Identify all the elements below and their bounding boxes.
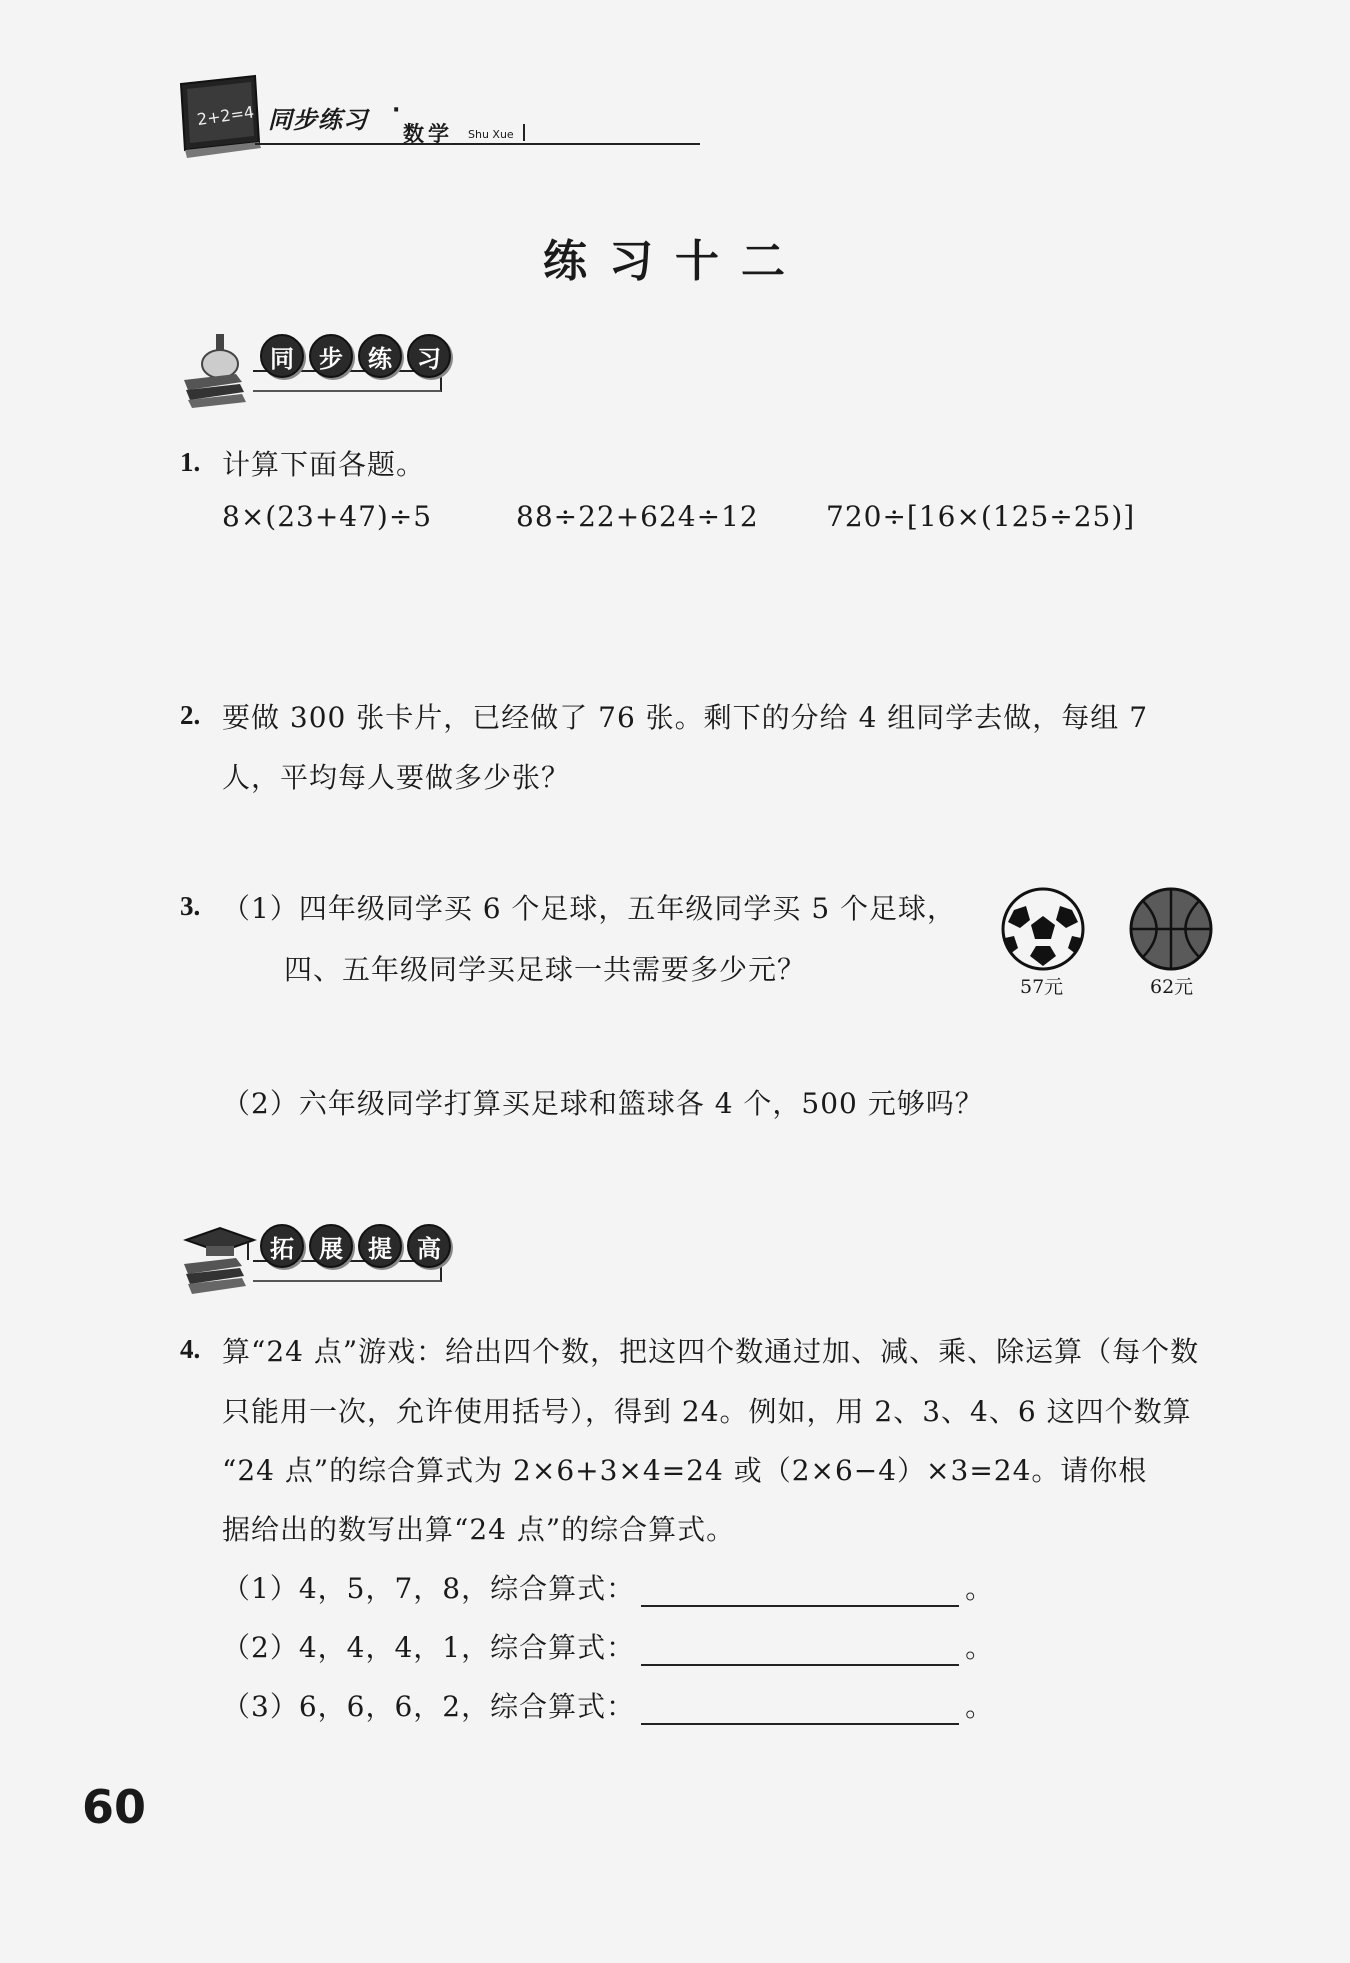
banner-char: 拓 [260,1224,304,1268]
books-lamp-icon [178,328,258,408]
question-text: 四、五年级同学买足球一共需要多少元？ [284,953,807,986]
banner-rule-bottom [253,1280,441,1282]
header-dot: · [392,98,401,123]
basketball-icon [1128,886,1214,972]
end-mark: 。 [965,1572,995,1605]
header-brand: 同步练习 [268,106,368,134]
question-number: 1. [180,447,201,477]
board-text: 2+2=4 [195,102,256,130]
sub-question-label: （3）6，6，6，2，综合算式： [222,1690,636,1723]
answer-blank[interactable] [641,1577,959,1607]
banner-char: 展 [309,1224,353,1268]
question-text: 只能用一次，允许使用括号），得到 24。例如，用 2、3、4、6 这四个数算 [222,1395,1192,1428]
question-prompt: 计算下面各题。 [222,448,426,481]
section-banner-extend [178,1218,458,1298]
banner-char: 步 [309,334,353,378]
expression: 720÷[16×(125÷25)] [826,500,1136,533]
graduation-cap-books-icon [178,1218,258,1298]
answer-blank[interactable] [641,1695,959,1725]
question-text: （2）六年级同学打算买足球和篮球各 4 个，500 元够吗？ [222,1087,984,1120]
sub-question-1 [222,1567,994,1607]
question-text: 人，平均每人要做多少张？ [222,761,571,794]
header-rule [255,143,700,145]
page-title: 练习十二 [543,236,807,287]
question-text: （1）四年级同学买 6 个足球，五年级同学买 5 个足球， [222,892,957,925]
header-rule-end [523,124,525,141]
expression: 88÷22+624÷12 [516,500,759,533]
banner-char: 练 [358,334,402,378]
header-subject: 数学 [403,122,453,146]
soccer-price: 57元 [1020,976,1064,998]
end-mark: 。 [965,1631,995,1664]
question-text: 据给出的数写出算“24 点”的综合算式。 [222,1513,736,1546]
question-text: 要做 300 张卡片，已经做了 76 张。剩下的分给 4 组同学去做，每组 7 [222,701,1149,734]
blackboard-icon [175,72,265,162]
basketball-price: 62元 [1150,976,1194,998]
sub-question-2 [222,1626,994,1666]
end-mark: 。 [965,1690,995,1723]
sub-question-label: （2）4，4，4，1，综合算式： [222,1631,636,1664]
section-banner-sync [178,328,458,408]
expression: 8×(23+47)÷5 [222,500,433,533]
banner-char: 同 [260,334,304,378]
banner-rule-bottom [253,390,441,392]
soccer-ball-icon [1000,886,1086,972]
sub-question-3 [222,1685,994,1725]
banner-char: 提 [358,1224,402,1268]
banner-char: 高 [407,1224,451,1268]
banner-char: 习 [407,334,451,378]
header-pinyin: Shu Xue [468,128,514,141]
answer-blank[interactable] [641,1636,959,1666]
question-number: 4. [180,1334,201,1364]
sub-question-label: （1）4，5，7，8，综合算式： [222,1572,636,1605]
question-number: 2. [180,700,201,730]
question-text: 算“24 点”游戏：给出四个数，把这四个数通过加、减、乘、除运算（每个数 [222,1335,1200,1368]
question-number: 3. [180,891,201,921]
question-text: “24 点”的综合算式为 2×6+3×4=24 或（2×6−4）×3=24。请你根 [222,1454,1148,1487]
page-number: 60 [82,1780,147,1834]
